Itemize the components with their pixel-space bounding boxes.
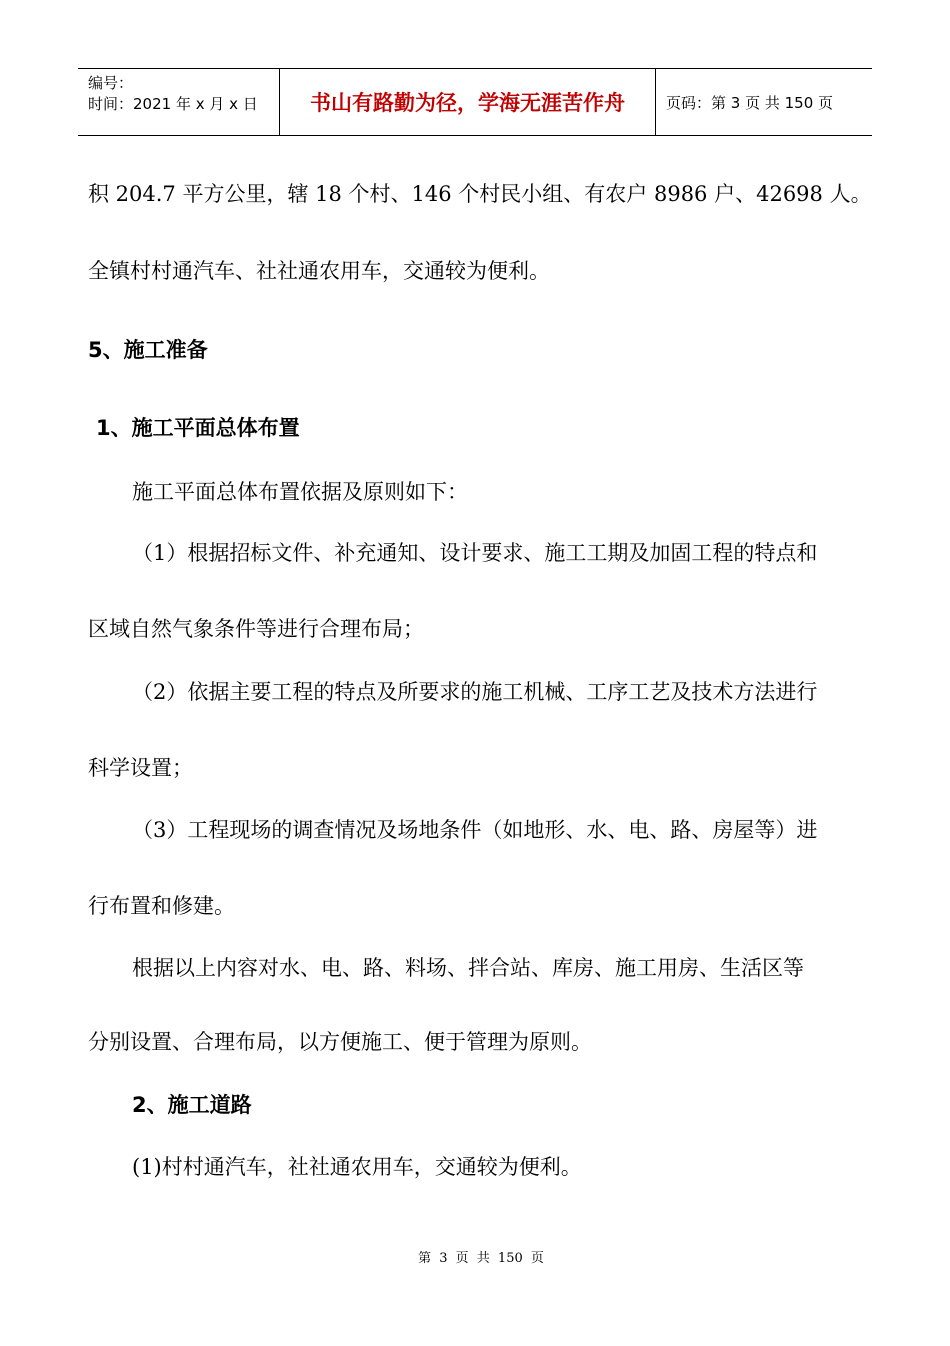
header-motto: 书山有路勤为径，学海无涯苦作舟 [310, 91, 625, 115]
section-heading: 5、施工准备 [88, 338, 208, 362]
body-line: 积 204.7 平方公里，辖 18 个村、146 个村民小组、有农户 8986 户、42698 人。 [88, 182, 872, 206]
body-line: 根据以上内容对水、电、路、料场、拌合站、库房、施工用房、生活区等 [132, 956, 804, 980]
body-line: 分别设置、合理布局，以方便施工、便于管理为原则。 [88, 1030, 592, 1054]
page-header [78, 68, 872, 136]
header-meta-cell [78, 69, 280, 135]
doc-number-label: 编号： [88, 74, 134, 92]
body-line: 施工平面总体布置依据及原则如下： [132, 480, 468, 504]
header-page-cell [656, 69, 872, 135]
subsection-heading: 2、施工道路 [132, 1093, 252, 1117]
body-line: 区域自然气象条件等进行合理布局； [88, 617, 424, 641]
header-page-code: 页码：第 3 页 共 150 页 [666, 93, 834, 112]
body-line: 全镇村村通汽车、社社通农用车，交通较为便利。 [88, 259, 550, 283]
body-line: (1)村村通汽车，社社通农用车，交通较为便利。 [132, 1155, 582, 1179]
body-line: （3）工程现场的调查情况及场地条件（如地形、水、电、路、房屋等）进 [132, 818, 818, 842]
footer-page-number: 第 3 页 共 150 页 [418, 1251, 544, 1266]
header-motto-cell [280, 69, 656, 135]
body-line: （2）依据主要工程的特点及所要求的施工机械、工序工艺及技术方法进行 [132, 680, 818, 704]
body-line: （1）根据招标文件、补充通知、设计要求、施工工期及加固工程的特点和 [132, 541, 818, 565]
body-line: 行布置和修建。 [88, 894, 235, 918]
body-line: 科学设置； [88, 756, 193, 780]
page-footer [0, 1247, 950, 1266]
doc-time-label: 时间：2021 年 x 月 x 日 [88, 95, 258, 113]
subsection-heading: 1、施工平面总体布置 [96, 416, 300, 440]
